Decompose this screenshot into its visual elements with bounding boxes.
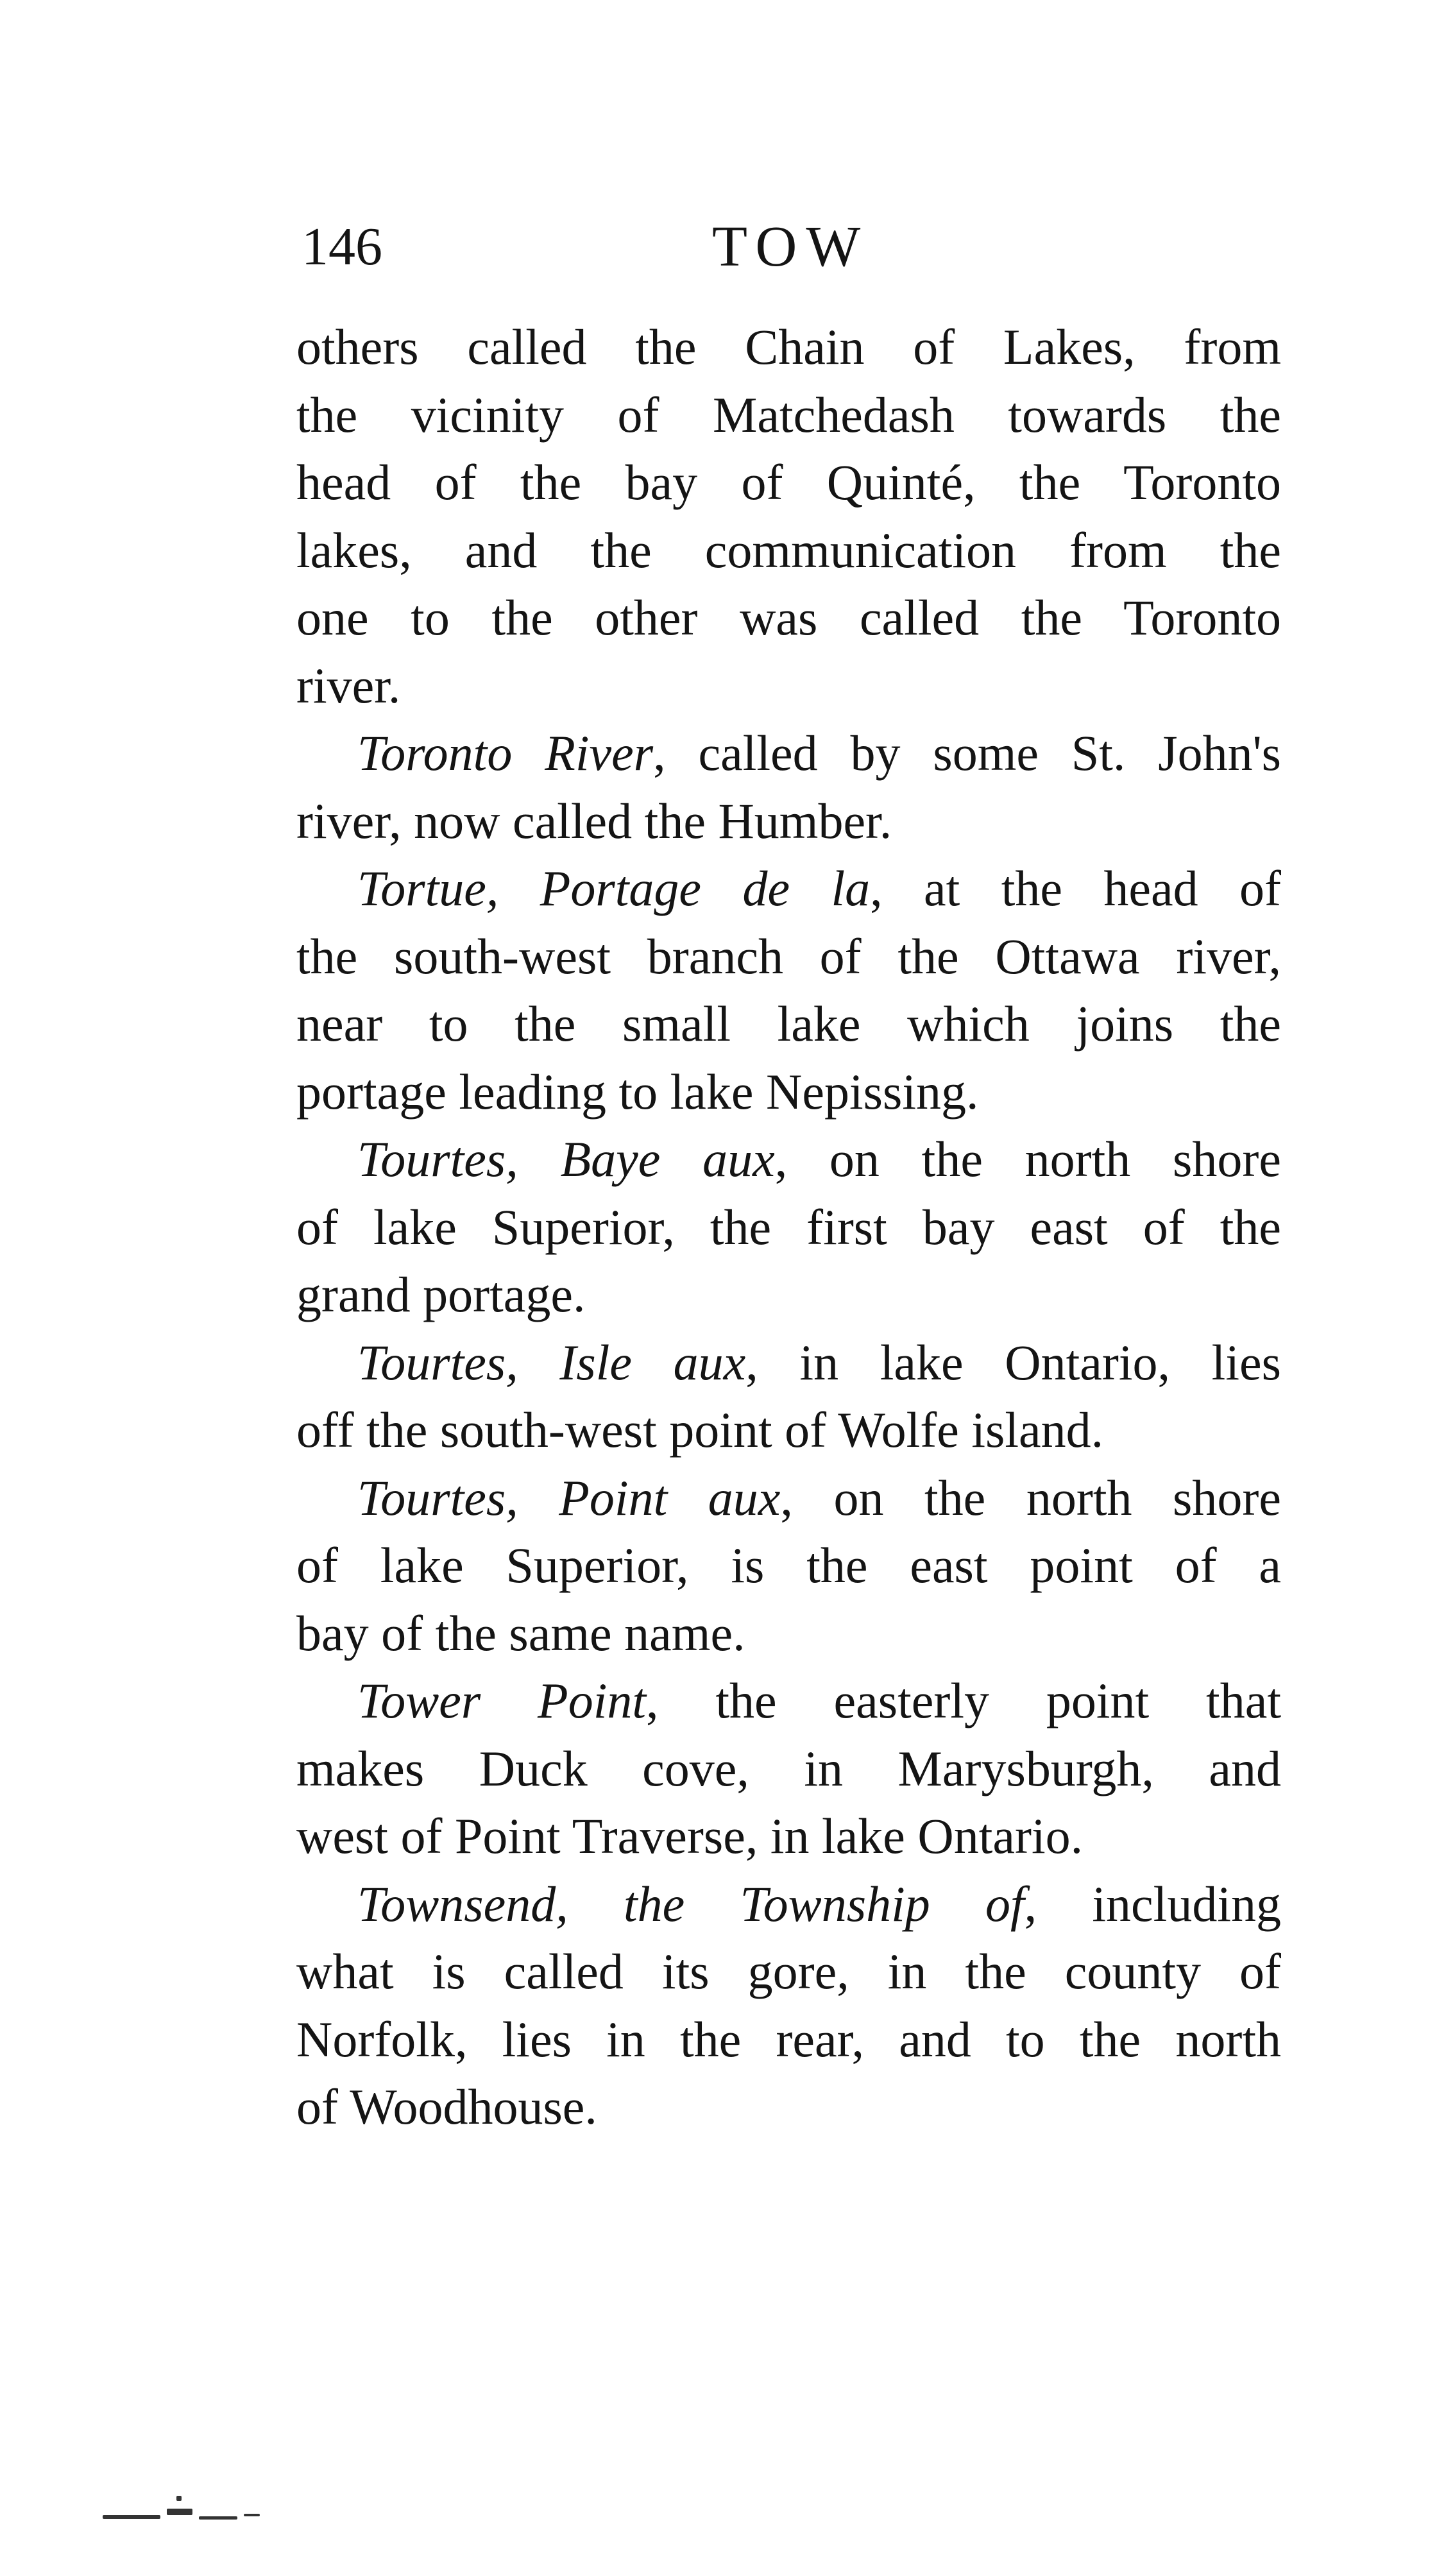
- line-text: west of Point Traverse, in lake Ontario.: [296, 1808, 1084, 1864]
- text-line: [296, 855, 1281, 923]
- text-line: [296, 448, 1281, 516]
- line-text: portage leading to lake Nepissing.: [296, 1063, 979, 1120]
- line-text: , at the head of: [870, 860, 1282, 916]
- line-text: , on the north shore: [780, 1469, 1281, 1526]
- line-text: , on the north shore: [774, 1131, 1281, 1187]
- text-line: [296, 1396, 1281, 1464]
- entry-heading: Townsend, the Township of: [357, 1875, 1025, 1932]
- entry-heading: Tourtes, Baye aux: [357, 1131, 775, 1187]
- entry-heading: Tourtes, Point aux: [357, 1469, 781, 1526]
- entry-heading: Tower Point: [357, 1673, 647, 1728]
- text-line: [296, 1125, 1281, 1193]
- text-line: [296, 990, 1281, 1058]
- text-line: [296, 923, 1281, 991]
- line-text: of lake Superior, is the east point of a: [296, 1537, 1281, 1593]
- text-line: [296, 584, 1281, 652]
- text-line: [296, 2006, 1281, 2074]
- line-text: makes Duck cove, in Marysburgh, and: [296, 1740, 1281, 1796]
- text-line: [296, 1735, 1281, 1803]
- text-line: [296, 381, 1281, 449]
- text-line: [296, 1599, 1281, 1668]
- text-line: [296, 1464, 1281, 1532]
- text-line: [296, 1870, 1281, 1938]
- entry-heading: Tortue, Portage de la: [357, 860, 871, 916]
- text-line: [296, 1531, 1281, 1599]
- line-text: others called the Chain of Lakes, from: [296, 319, 1281, 375]
- line-text: the south-west branch of the Ottawa river,: [296, 928, 1281, 984]
- line-text: river, now called the Humber.: [296, 792, 892, 849]
- text-line: [296, 1667, 1281, 1735]
- line-text: Norfolk, lies in the rear, and to the north: [296, 2011, 1281, 2067]
- text-line: [296, 1261, 1281, 1329]
- running-head: TOW: [712, 215, 870, 278]
- text-line: [296, 1938, 1281, 2006]
- page-header: [302, 212, 1277, 282]
- line-text: river.: [296, 657, 401, 713]
- body-text: [296, 313, 1281, 2141]
- text-line: [296, 313, 1281, 381]
- line-text: one to the other was called the Toronto: [296, 590, 1281, 645]
- line-text: , called by some St. John's: [653, 725, 1281, 781]
- text-line: [296, 1058, 1281, 1126]
- text-line: [296, 1329, 1281, 1397]
- page-number: 146: [302, 217, 382, 277]
- line-text: lakes, and the communication from the: [296, 522, 1281, 578]
- print-specks: [96, 2489, 327, 2528]
- line-text: the vicinity of Matchedash towards the: [296, 386, 1281, 443]
- text-line: [296, 719, 1281, 787]
- text-line: [296, 652, 1281, 720]
- text-line: [296, 787, 1281, 855]
- entry-heading: Tourtes, Isle aux: [357, 1334, 746, 1390]
- text-line: [296, 516, 1281, 584]
- entry-heading: Toronto River: [357, 725, 654, 781]
- line-text: of lake Superior, the first bay east of the: [296, 1198, 1281, 1255]
- text-line: [296, 1802, 1281, 1870]
- line-text: grand portage.: [296, 1267, 586, 1322]
- line-text: , including: [1024, 1875, 1281, 1932]
- line-text: , the easterly point that: [646, 1673, 1281, 1728]
- line-text: head of the bay of Quinté, the Toronto: [296, 454, 1281, 510]
- line-text: bay of the same name.: [296, 1605, 745, 1661]
- line-text: , in lake Ontario, lies: [745, 1334, 1281, 1390]
- line-text: off the south-west point of Wolfe island.: [296, 1402, 1104, 1458]
- text-line: [296, 2073, 1281, 2141]
- line-text: what is called its gore, in the county of: [296, 1943, 1281, 1999]
- line-text: near to the small lake which joins the: [296, 996, 1281, 1052]
- text-line: [296, 1193, 1281, 1261]
- line-text: of Woodhouse.: [296, 2079, 597, 2135]
